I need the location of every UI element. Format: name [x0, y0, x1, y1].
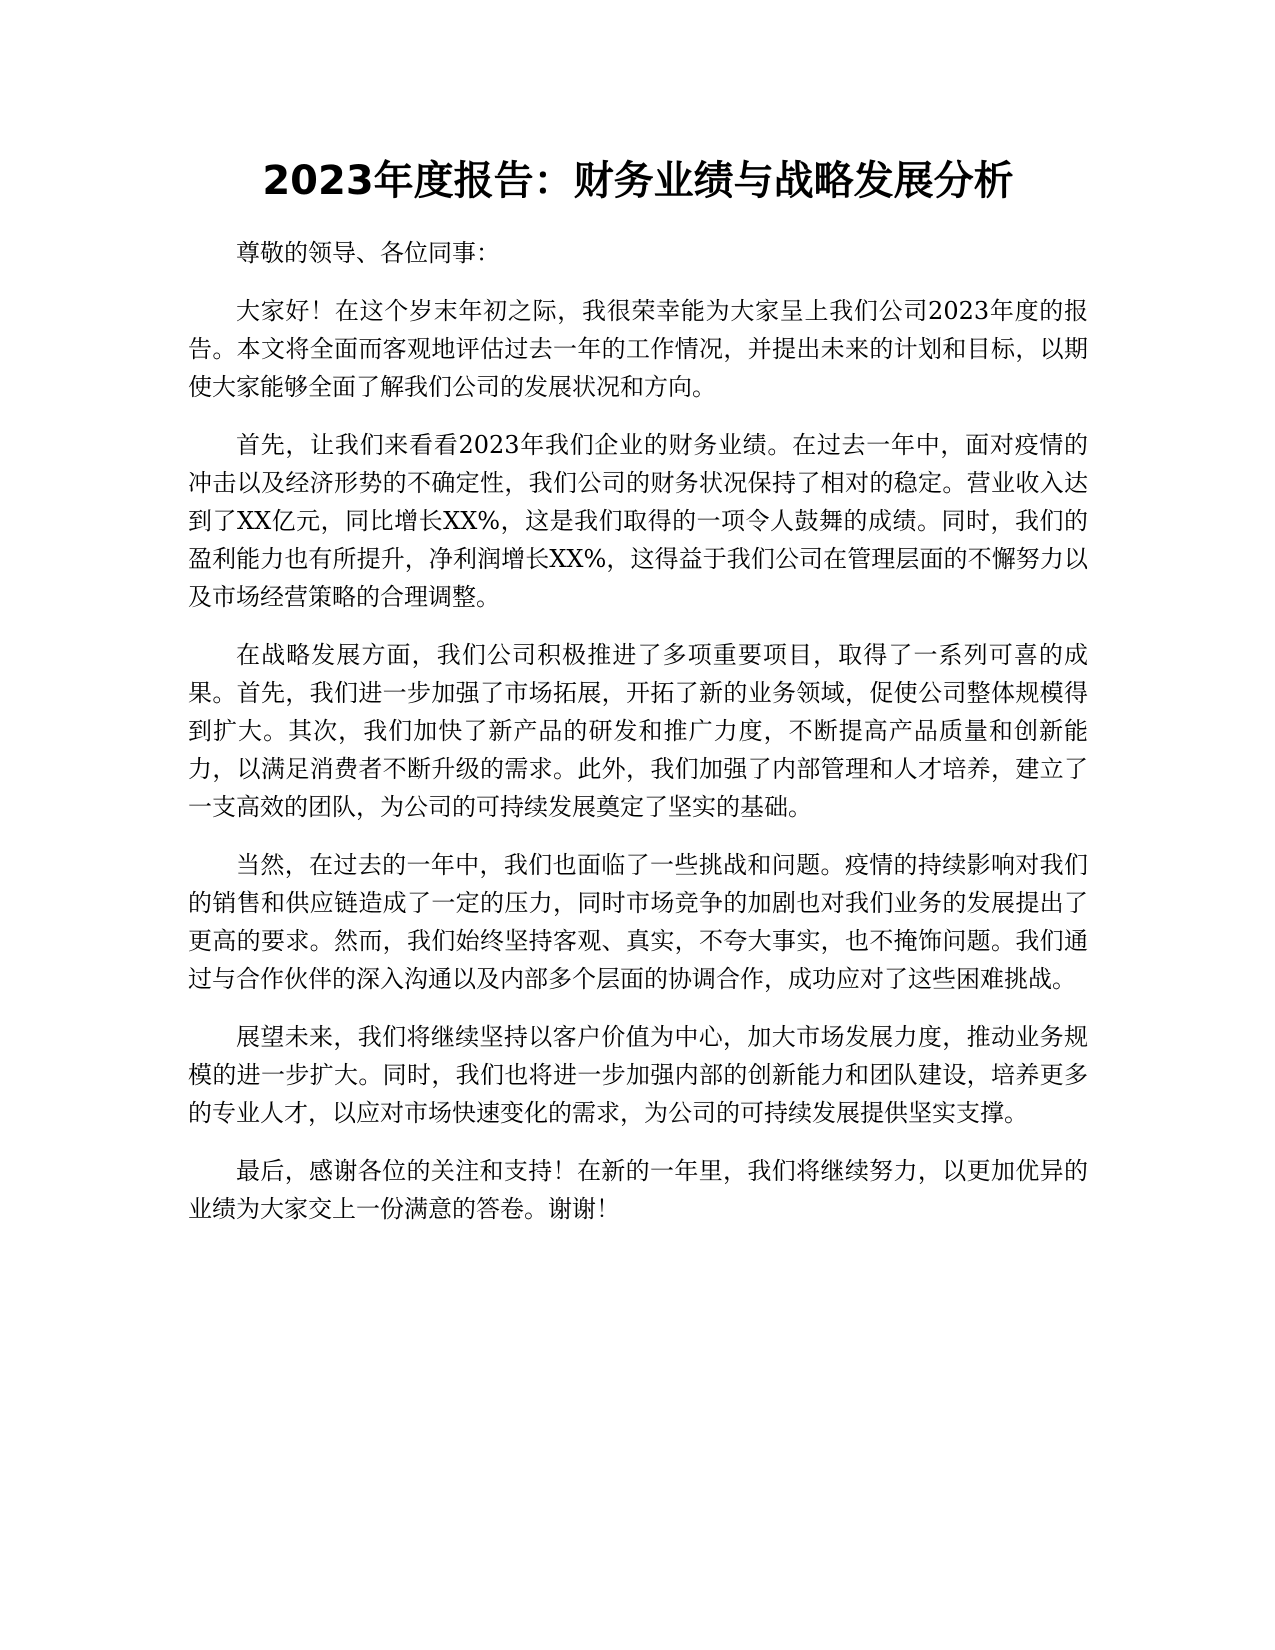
intro-paragraph: 大家好！在这个岁末年初之际，我很荣幸能为大家呈上我们公司2023年度的报告。本文将全面而客观地评估过去一年的工作情况，并提出未来的计划和目标，以期使大家能够全面了解我们公司的发展状况和方向。 — [188, 297, 1088, 401]
financial-performance-paragraph: 首先，让我们来看看2023年我们企业的财务业绩。在过去一年中，面对疫情的冲击以及经济形势的不确定性，我们公司的财务状况保持了相对的稳定。营业收入达到了XX亿元，同比增长XX%，这是我们取得的一项令人鼓舞的成绩。同时，我们的盈利能力也有所提升，净利润增长XX%，这得益于我们公司在管理层面的不懈努力以及市场经营策略的合理调整。 — [188, 431, 1088, 611]
document-body — [188, 150, 1088, 1248]
salutation-paragraph: 尊敬的领导、各位同事： — [236, 239, 500, 267]
challenges-paragraph: 当然，在过去的一年中，我们也面临了一些挑战和问题。疫情的持续影响对我们的销售和供应链造成了一定的压力，同时市场竞争的加剧也对我们业务的发展提出了更高的要求。然而，我们始终坚持客观、真实，不夸大事实，也不掩饰问题。我们通过与合作伙伴的深入沟通以及内部多个层面的协调合作，成功应对了这些困难挑战。 — [188, 851, 1088, 993]
closing-paragraph: 最后，感谢各位的关注和支持！在新的一年里，我们将继续努力，以更加优异的业绩为大家交上一份满意的答卷。谢谢！ — [188, 1157, 1088, 1223]
outlook-paragraph: 展望未来，我们将继续坚持以客户价值为中心，加大市场发展力度，推动业务规模的进一步扩大。同时，我们也将进一步加强内部的创新能力和团队建设，培养更多的专业人才，以应对市场快速变化的需求，为公司的可持续发展提供坚实支撑。 — [188, 1023, 1088, 1127]
strategy-paragraph: 在战略发展方面，我们公司积极推进了多项重要项目，取得了一系列可喜的成果。首先，我们进一步加强了市场拓展，开拓了新的业务领域，促使公司整体规模得到扩大。其次，我们加快了新产品的研发和推广力度，不断提高产品质量和创新能力，以满足消费者不断升级的需求。此外，我们加强了内部管理和人才培养，建立了一支高效的团队，为公司的可持续发展奠定了坚实的基础。 — [188, 641, 1088, 821]
document-title: 2023年度报告：财务业绩与战略发展分析 — [262, 158, 1014, 204]
